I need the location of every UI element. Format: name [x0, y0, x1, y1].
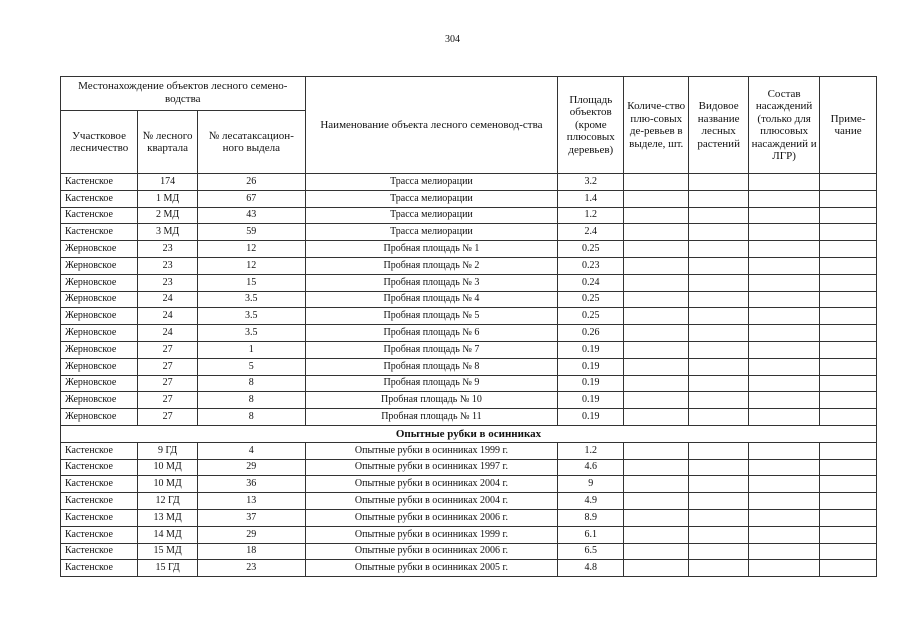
cell-subcompartment: 3.5 [198, 291, 306, 308]
cell-area: 0.19 [558, 375, 624, 392]
cell-quarter: 27 [138, 358, 198, 375]
cell-area: 0.19 [558, 409, 624, 426]
cell-forestry: Жерновское [61, 392, 138, 409]
cell-tree-count [624, 392, 689, 409]
cell-note [820, 392, 877, 409]
cell-tree-count [624, 174, 689, 191]
cell-tree-count [624, 207, 689, 224]
cell-composition [749, 341, 820, 358]
table-row [61, 274, 877, 291]
header-area: Площадь объектов (кроме плюсовых деревьев) [558, 77, 624, 174]
cell-area: 3.2 [558, 174, 624, 191]
cell-tree-count [624, 409, 689, 426]
cell-tree-count [624, 442, 689, 459]
cell-note [820, 174, 877, 191]
cell-object-name: Пробная площадь № 8 [305, 358, 558, 375]
cell-object-name: Опытные рубки в осинниках 1999 г. [305, 526, 558, 543]
header-object-name: Наименование объекта лесного семеновод-ства [305, 77, 558, 174]
cell-composition [749, 442, 820, 459]
cell-quarter: 27 [138, 392, 198, 409]
cell-note [820, 190, 877, 207]
cell-subcompartment: 18 [198, 543, 306, 560]
cell-species [689, 241, 749, 258]
cell-forestry: Жерновское [61, 241, 138, 258]
cell-subcompartment: 59 [198, 224, 306, 241]
cell-object-name: Опытные рубки в осинниках 1997 г. [305, 459, 558, 476]
cell-composition [749, 526, 820, 543]
cell-composition [749, 274, 820, 291]
cell-subcompartment: 1 [198, 341, 306, 358]
cell-species [689, 358, 749, 375]
cell-object-name: Опытные рубки в осинниках 2006 г. [305, 509, 558, 526]
cell-area: 4.9 [558, 493, 624, 510]
cell-area: 0.25 [558, 241, 624, 258]
cell-quarter: 14 МД [138, 526, 198, 543]
cell-species [689, 375, 749, 392]
cell-area: 0.19 [558, 341, 624, 358]
cell-quarter: 1 МД [138, 190, 198, 207]
header-quarter: № лесного квартала [138, 111, 198, 174]
cell-forestry: Кастенское [61, 459, 138, 476]
cell-subcompartment: 8 [198, 409, 306, 426]
table-row [61, 207, 877, 224]
cell-area: 1.2 [558, 442, 624, 459]
cell-composition [749, 560, 820, 577]
cell-species [689, 392, 749, 409]
cell-tree-count [624, 341, 689, 358]
cell-subcompartment: 3.5 [198, 308, 306, 325]
cell-composition [749, 241, 820, 258]
cell-species [689, 325, 749, 342]
cell-subcompartment: 23 [198, 560, 306, 577]
cell-subcompartment: 43 [198, 207, 306, 224]
table-row [61, 224, 877, 241]
cell-note [820, 308, 877, 325]
cell-area: 6.5 [558, 543, 624, 560]
cell-species [689, 274, 749, 291]
cell-area: 4.8 [558, 560, 624, 577]
cell-object-name: Пробная площадь № 4 [305, 291, 558, 308]
header-location-group: Местонахождение объектов лесного семено-водства [61, 77, 306, 111]
table-row [61, 392, 877, 409]
cell-note [820, 207, 877, 224]
cell-composition [749, 224, 820, 241]
cell-object-name: Пробная площадь № 7 [305, 341, 558, 358]
cell-subcompartment: 37 [198, 509, 306, 526]
cell-forestry: Кастенское [61, 224, 138, 241]
table-row [61, 409, 877, 426]
cell-forestry: Кастенское [61, 543, 138, 560]
cell-object-name: Опытные рубки в осинниках 2004 г. [305, 476, 558, 493]
cell-quarter: 13 МД [138, 509, 198, 526]
table-body [61, 174, 877, 577]
header-composition: Состав насаждений (только для плюсовых насаждений и ЛГР) [749, 77, 820, 174]
table-row [61, 358, 877, 375]
cell-subcompartment: 12 [198, 241, 306, 258]
cell-forestry: Жерновское [61, 325, 138, 342]
cell-area: 4.6 [558, 459, 624, 476]
table-row [61, 174, 877, 191]
cell-composition [749, 543, 820, 560]
cell-tree-count [624, 509, 689, 526]
cell-object-name: Пробная площадь № 9 [305, 375, 558, 392]
table-header [61, 77, 877, 174]
cell-quarter: 23 [138, 274, 198, 291]
cell-object-name: Трасса мелиорации [305, 207, 558, 224]
table-row [61, 526, 877, 543]
cell-note [820, 358, 877, 375]
cell-area: 0.24 [558, 274, 624, 291]
table-row [61, 241, 877, 258]
cell-object-name: Опытные рубки в осинниках 1999 г. [305, 442, 558, 459]
cell-area: 0.23 [558, 257, 624, 274]
table-row [61, 442, 877, 459]
cell-area: 0.25 [558, 291, 624, 308]
cell-quarter: 24 [138, 291, 198, 308]
cell-tree-count [624, 241, 689, 258]
cell-object-name: Пробная площадь № 11 [305, 409, 558, 426]
cell-forestry: Кастенское [61, 190, 138, 207]
cell-quarter: 23 [138, 257, 198, 274]
cell-forestry: Жерновское [61, 341, 138, 358]
cell-object-name: Пробная площадь № 1 [305, 241, 558, 258]
cell-subcompartment: 3.5 [198, 325, 306, 342]
cell-species [689, 207, 749, 224]
cell-forestry: Кастенское [61, 174, 138, 191]
cell-composition [749, 207, 820, 224]
cell-forestry: Кастенское [61, 493, 138, 510]
table-row [61, 493, 877, 510]
cell-species [689, 509, 749, 526]
cell-object-name: Пробная площадь № 2 [305, 257, 558, 274]
cell-note [820, 560, 877, 577]
table-row [61, 560, 877, 577]
cell-area: 9 [558, 476, 624, 493]
cell-species [689, 257, 749, 274]
cell-species [689, 526, 749, 543]
cell-note [820, 543, 877, 560]
table-row [61, 459, 877, 476]
cell-subcompartment: 13 [198, 493, 306, 510]
cell-species [689, 560, 749, 577]
cell-species [689, 341, 749, 358]
header-forestry: Участковое лесничество [61, 111, 138, 174]
cell-forestry: Кастенское [61, 476, 138, 493]
cell-composition [749, 476, 820, 493]
cell-tree-count [624, 375, 689, 392]
cell-species [689, 409, 749, 426]
cell-composition [749, 375, 820, 392]
cell-species [689, 543, 749, 560]
cell-subcompartment: 4 [198, 442, 306, 459]
cell-composition [749, 325, 820, 342]
cell-quarter: 10 МД [138, 459, 198, 476]
cell-quarter: 10 МД [138, 476, 198, 493]
table-row [61, 341, 877, 358]
cell-quarter: 24 [138, 325, 198, 342]
cell-note [820, 526, 877, 543]
cell-species [689, 442, 749, 459]
table-row [61, 308, 877, 325]
cell-area: 8.9 [558, 509, 624, 526]
cell-object-name: Опытные рубки в осинниках 2005 г. [305, 560, 558, 577]
cell-note [820, 274, 877, 291]
cell-object-name: Трасса мелиорации [305, 224, 558, 241]
cell-area: 0.19 [558, 392, 624, 409]
cell-subcompartment: 29 [198, 526, 306, 543]
header-subcompartment: № лесатаксацион-ного выдела [198, 111, 306, 174]
cell-species [689, 224, 749, 241]
cell-subcompartment: 29 [198, 459, 306, 476]
header-tree-count: Количе-ство плю-совых де-ревьев в выделе, шт. [624, 77, 689, 174]
cell-note [820, 291, 877, 308]
cell-object-name: Опытные рубки в осинниках 2004 г. [305, 493, 558, 510]
cell-note [820, 493, 877, 510]
seed-objects-table [60, 76, 877, 577]
cell-object-name: Пробная площадь № 3 [305, 274, 558, 291]
cell-tree-count [624, 308, 689, 325]
cell-composition [749, 190, 820, 207]
header-species: Видовое название лесных растений [689, 77, 749, 174]
page-number: 304 [445, 34, 460, 45]
cell-forestry: Жерновское [61, 291, 138, 308]
cell-area: 2.4 [558, 224, 624, 241]
cell-note [820, 224, 877, 241]
header-note: Приме-чание [820, 77, 877, 174]
cell-tree-count [624, 274, 689, 291]
cell-tree-count [624, 291, 689, 308]
table-row [61, 325, 877, 342]
cell-composition [749, 257, 820, 274]
cell-species [689, 459, 749, 476]
cell-species [689, 291, 749, 308]
section-row [61, 425, 877, 442]
cell-tree-count [624, 560, 689, 577]
cell-forestry: Жерновское [61, 257, 138, 274]
cell-tree-count [624, 257, 689, 274]
cell-composition [749, 459, 820, 476]
cell-quarter: 9 ГД [138, 442, 198, 459]
cell-note [820, 325, 877, 342]
cell-quarter: 27 [138, 341, 198, 358]
cell-composition [749, 308, 820, 325]
cell-quarter: 27 [138, 375, 198, 392]
cell-species [689, 190, 749, 207]
cell-note [820, 509, 877, 526]
cell-composition [749, 493, 820, 510]
cell-forestry: Жерновское [61, 375, 138, 392]
cell-forestry: Кастенское [61, 207, 138, 224]
cell-composition [749, 358, 820, 375]
cell-area: 0.19 [558, 358, 624, 375]
cell-quarter: 23 [138, 241, 198, 258]
cell-composition [749, 392, 820, 409]
table-row [61, 509, 877, 526]
cell-forestry: Кастенское [61, 442, 138, 459]
cell-subcompartment: 8 [198, 375, 306, 392]
cell-subcompartment: 36 [198, 476, 306, 493]
cell-subcompartment: 26 [198, 174, 306, 191]
cell-species [689, 174, 749, 191]
cell-quarter: 174 [138, 174, 198, 191]
cell-object-name: Трасса мелиорации [305, 174, 558, 191]
cell-tree-count [624, 224, 689, 241]
cell-object-name: Трасса мелиорации [305, 190, 558, 207]
cell-area: 0.25 [558, 308, 624, 325]
cell-forestry: Жерновское [61, 358, 138, 375]
cell-subcompartment: 67 [198, 190, 306, 207]
cell-tree-count [624, 476, 689, 493]
table-row [61, 375, 877, 392]
cell-forestry: Кастенское [61, 560, 138, 577]
table-row [61, 257, 877, 274]
cell-subcompartment: 15 [198, 274, 306, 291]
cell-quarter: 12 ГД [138, 493, 198, 510]
cell-subcompartment: 8 [198, 392, 306, 409]
cell-note [820, 442, 877, 459]
cell-species [689, 493, 749, 510]
cell-quarter: 24 [138, 308, 198, 325]
cell-area: 1.2 [558, 207, 624, 224]
cell-note [820, 409, 877, 426]
cell-forestry: Жерновское [61, 274, 138, 291]
cell-note [820, 341, 877, 358]
cell-quarter: 27 [138, 409, 198, 426]
cell-species [689, 476, 749, 493]
cell-note [820, 375, 877, 392]
cell-quarter: 2 МД [138, 207, 198, 224]
cell-forestry: Кастенское [61, 526, 138, 543]
cell-forestry: Жерновское [61, 409, 138, 426]
cell-tree-count [624, 459, 689, 476]
cell-note [820, 257, 877, 274]
cell-quarter: 15 МД [138, 543, 198, 560]
cell-tree-count [624, 493, 689, 510]
cell-object-name: Пробная площадь № 6 [305, 325, 558, 342]
cell-tree-count [624, 325, 689, 342]
cell-composition [749, 409, 820, 426]
cell-note [820, 476, 877, 493]
section-title: Опытные рубки в осинниках [61, 425, 877, 442]
cell-area: 0.26 [558, 325, 624, 342]
cell-note [820, 241, 877, 258]
cell-tree-count [624, 526, 689, 543]
table-row [61, 190, 877, 207]
cell-tree-count [624, 358, 689, 375]
cell-area: 1.4 [558, 190, 624, 207]
cell-subcompartment: 12 [198, 257, 306, 274]
cell-note [820, 459, 877, 476]
cell-quarter: 15 ГД [138, 560, 198, 577]
cell-species [689, 308, 749, 325]
cell-subcompartment: 5 [198, 358, 306, 375]
table-row [61, 543, 877, 560]
cell-composition [749, 291, 820, 308]
cell-object-name: Пробная площадь № 5 [305, 308, 558, 325]
cell-area: 6.1 [558, 526, 624, 543]
cell-tree-count [624, 190, 689, 207]
table-row [61, 476, 877, 493]
cell-object-name: Пробная площадь № 10 [305, 392, 558, 409]
table-row [61, 291, 877, 308]
cell-composition [749, 509, 820, 526]
cell-quarter: 3 МД [138, 224, 198, 241]
cell-object-name: Опытные рубки в осинниках 2006 г. [305, 543, 558, 560]
cell-forestry: Кастенское [61, 509, 138, 526]
cell-forestry: Жерновское [61, 308, 138, 325]
cell-tree-count [624, 543, 689, 560]
cell-composition [749, 174, 820, 191]
